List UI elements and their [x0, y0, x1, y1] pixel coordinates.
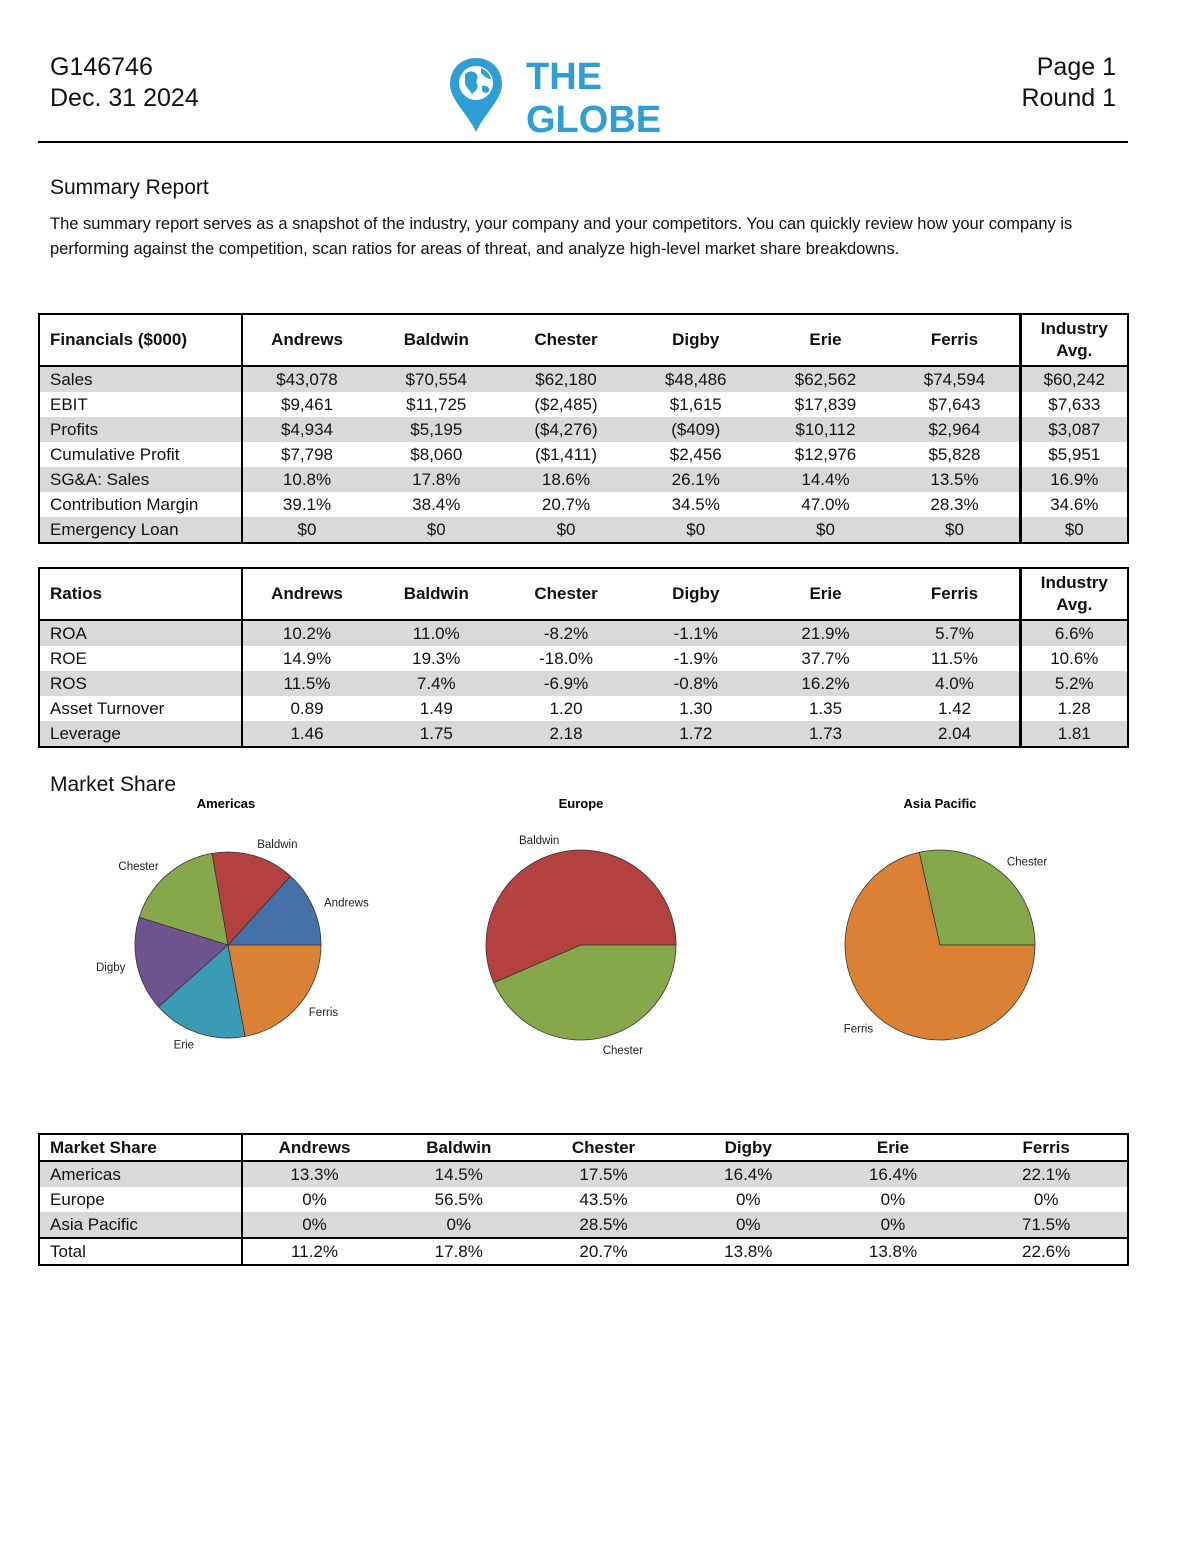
pie-label-andrews: Andrews [324, 897, 369, 910]
table-cell: $0 [501, 517, 631, 543]
col-andrews: Andrews [278, 1138, 351, 1157]
table-cell: $0 [890, 517, 1020, 543]
col-chester: Chester [534, 584, 598, 603]
table-row [39, 696, 1128, 721]
row-label: EBIT [39, 392, 242, 417]
table-cell: 11.5% [931, 649, 978, 668]
table-cell: 4.0% [890, 671, 1020, 696]
table-cell: 18.6% [501, 467, 631, 492]
table-cell: 16.2% [761, 671, 891, 696]
table-cell: $70,554 [371, 366, 501, 392]
col-ferris: Ferris [930, 330, 979, 349]
table-cell: $62,562 [761, 366, 891, 392]
table-cell: $48,486 [631, 366, 761, 392]
summary-text: The summary report serves as a snapshot of the industry, your company and your competitors. You can quickly review how your company is performing against the competition, scan ratios for areas of threat, and analyze high-level market share breakdowns. [50, 215, 1073, 258]
report-header-right [1021, 52, 1116, 114]
table-cell: $60,242 [1020, 366, 1128, 392]
pie-label-ferris: Ferris [843, 1023, 874, 1036]
logo-line2: GLOBE [526, 99, 662, 136]
table-cell: 0% [880, 1190, 906, 1209]
col-digby: Digby [724, 1138, 772, 1157]
col-andrews: Andrews [271, 330, 343, 349]
table-row [39, 620, 1128, 646]
table-cell: 10.8% [242, 467, 372, 492]
table-row [39, 671, 1128, 696]
table-cell: 34.6% [1020, 492, 1128, 517]
table-cell: $11,725 [406, 395, 467, 414]
table-cell: $7,643 [928, 395, 981, 414]
table-row [39, 721, 1128, 747]
table-cell: 34.5% [671, 495, 720, 514]
table-cell: 1.72 [631, 721, 761, 747]
table-cell: $0 [1020, 517, 1128, 543]
table-cell: 1.75 [371, 721, 501, 747]
row-label: Asset Turnover [39, 696, 242, 721]
table-cell: 20.7% [579, 1242, 628, 1261]
table-cell: 14.5% [386, 1161, 531, 1187]
table-cell: $17,839 [794, 395, 857, 414]
table-cell: 5.7% [890, 620, 1020, 646]
table-row [39, 492, 1128, 517]
table-row [39, 1187, 1128, 1212]
col-ferris: Ferris [930, 584, 979, 603]
table-cell: 1.35 [808, 699, 843, 718]
col-erie: Erie [876, 1138, 910, 1157]
row-label: Leverage [39, 721, 242, 747]
table-cell: 1.42 [937, 699, 972, 718]
financials-body [39, 366, 1128, 543]
pie-title: Americas [196, 796, 256, 811]
table-cell: $4,934 [242, 417, 372, 442]
table-cell: 17.8% [371, 467, 501, 492]
table-cell: 16.4% [676, 1161, 821, 1187]
ratios-table [38, 567, 1129, 748]
row-label: Europe [39, 1187, 242, 1212]
col-digby: Digby [672, 330, 720, 349]
pie-label-erie: Erie [173, 1039, 195, 1052]
table-cell: 43.5% [579, 1190, 628, 1209]
report-date: Dec. 31 2024 [50, 84, 199, 112]
table-cell: 5.2% [1020, 671, 1128, 696]
table-cell: 13.8% [724, 1242, 773, 1261]
table-row [39, 1161, 1128, 1187]
table-row [39, 442, 1128, 467]
table-cell: $3,087 [1020, 417, 1128, 442]
col-baldwin: Baldwin [403, 584, 469, 603]
summary-title: Summary Report [50, 176, 209, 199]
table-cell: 16.4% [821, 1161, 966, 1187]
europe-pie-chart [435, 795, 735, 1060]
financials-header-label: Financials ($000) [39, 314, 242, 366]
table-cell: 6.6% [1020, 620, 1128, 646]
row-label: Emergency Loan [39, 517, 242, 543]
market-share-body [39, 1161, 1128, 1265]
table-cell: ($409) [631, 417, 761, 442]
row-label: Americas [39, 1161, 242, 1187]
globe-logo [448, 56, 708, 136]
table-cell: 2.04 [890, 721, 1020, 747]
table-cell: $12,976 [794, 445, 857, 464]
table-cell: 0% [735, 1190, 761, 1209]
pie-title: Europe [558, 796, 604, 811]
table-cell: 56.5% [434, 1190, 483, 1209]
table-cell: 1.49 [419, 699, 453, 718]
financials-table [38, 313, 1129, 544]
pie-label-ferris: Ferris [308, 1007, 339, 1020]
col-chester: Chester [571, 1138, 636, 1157]
table-cell: $0 [242, 517, 372, 543]
table-cell: 22.6% [1022, 1242, 1071, 1261]
table-cell: 26.1% [631, 467, 761, 492]
col-erie: Erie [809, 330, 842, 349]
pie-label-chester: Chester [602, 1044, 643, 1057]
table-cell: 38.4% [412, 495, 461, 514]
row-label: Cumulative Profit [39, 442, 242, 467]
table-cell: 22.1% [965, 1161, 1128, 1187]
table-cell: 10.2% [242, 620, 372, 646]
pie-title: Asia Pacific [903, 796, 977, 811]
table-cell: $5,828 [928, 445, 981, 464]
americas-pie-chart [80, 795, 380, 1060]
table-cell: $0 [631, 517, 761, 543]
col-baldwin: Baldwin [426, 1138, 492, 1157]
table-cell: 0% [1033, 1190, 1059, 1209]
table-cell: 0.89 [290, 699, 324, 718]
col-andrews: Andrews [271, 584, 343, 603]
table-row [39, 366, 1128, 392]
table-cell: 11.5% [242, 671, 372, 696]
table-row [39, 467, 1128, 492]
table-cell: $43,078 [242, 366, 372, 392]
pie-label-chester: Chester [1006, 856, 1048, 869]
table-row [39, 1212, 1128, 1238]
table-cell: $0 [761, 517, 891, 543]
table-cell: 1.81 [1020, 721, 1128, 747]
table-cell: -8.2% [501, 620, 631, 646]
table-cell: 11.2% [291, 1242, 338, 1261]
pie-label-baldwin: Baldwin [257, 839, 298, 852]
table-cell: 47.0% [801, 495, 850, 514]
col-baldwin: Baldwin [403, 330, 469, 349]
table-cell: 0% [302, 1190, 327, 1209]
table-cell: -18.0% [539, 649, 593, 668]
table-cell: 0% [676, 1212, 821, 1238]
table-cell: 37.7% [801, 649, 850, 668]
table-cell: $9,461 [281, 395, 334, 414]
table-cell: $10,112 [761, 417, 891, 442]
page-number: Page 1 [1036, 53, 1116, 81]
table-row [39, 1238, 1128, 1265]
table-cell: 20.7% [541, 495, 591, 514]
header-divider [38, 141, 1128, 143]
table-cell: 1.28 [1020, 696, 1128, 721]
table-cell: 16.9% [1020, 467, 1128, 492]
table-cell: 28.3% [930, 495, 979, 514]
table-cell: ($1,411) [534, 445, 598, 464]
col-industry-avg: Industry Avg. [1020, 314, 1128, 366]
round-number: Round 1 [1021, 84, 1116, 112]
table-cell: 19.3% [412, 649, 461, 668]
table-cell: 10.6% [1020, 646, 1128, 671]
table-cell: $2,964 [890, 417, 1020, 442]
table-cell: 11.0% [371, 620, 501, 646]
table-cell: -0.8% [631, 671, 761, 696]
table-cell: 17.5% [531, 1161, 676, 1187]
pie-label-chester: Chester [118, 861, 159, 874]
pie-label-digby: Digby [95, 962, 126, 975]
ms-header-label: Market Share [39, 1134, 242, 1161]
table-cell: $7,633 [1020, 392, 1128, 417]
table-cell: 0% [386, 1212, 531, 1238]
table-cell: 13.3% [242, 1161, 387, 1187]
market-share-table [38, 1133, 1129, 1266]
table-cell: 21.9% [761, 620, 891, 646]
table-cell: 13.8% [868, 1242, 918, 1261]
row-label: Asia Pacific [39, 1212, 242, 1238]
globe-pin-icon [450, 58, 502, 132]
table-cell: 1.46 [242, 721, 372, 747]
table-cell: 14.9% [282, 649, 332, 668]
table-cell: -1.1% [631, 620, 761, 646]
table-cell: 0% [242, 1212, 387, 1238]
table-cell: $8,060 [410, 445, 463, 464]
row-label: SG&A: Sales [39, 467, 242, 492]
table-row [39, 646, 1128, 671]
row-label: Profits [39, 417, 242, 442]
table-cell: 28.5% [531, 1212, 676, 1238]
logo-line1: THE [526, 56, 602, 98]
table-cell: 2.18 [501, 721, 631, 747]
market-share-header-row [39, 1134, 1128, 1161]
table-cell: 14.4% [761, 467, 891, 492]
table-cell: -1.9% [673, 649, 718, 668]
table-cell: 1.30 [679, 699, 713, 718]
table-cell: ($2,485) [534, 395, 598, 414]
col-chester: Chester [534, 330, 598, 349]
table-cell: 13.5% [890, 467, 1020, 492]
financials-header-row [39, 314, 1128, 366]
table-cell: 71.5% [965, 1212, 1128, 1238]
table-cell: ($4,276) [501, 417, 631, 442]
row-label: ROS [39, 671, 242, 696]
table-row [39, 517, 1128, 543]
ratios-header-label: Ratios [39, 568, 242, 620]
table-cell: $5,951 [1020, 442, 1128, 467]
table-cell: 17.8% [434, 1242, 483, 1261]
ratios-body [39, 620, 1128, 747]
table-cell: $74,594 [890, 366, 1020, 392]
asia-pacific-pie-chart [790, 795, 1090, 1060]
table-cell: 1.73 [761, 721, 891, 747]
table-cell: 1.20 [549, 699, 583, 718]
table-row [39, 392, 1128, 417]
table-cell: $2,456 [669, 445, 722, 464]
col-ferris: Ferris [1022, 1138, 1070, 1157]
table-cell: $1,615 [669, 395, 722, 414]
col-industry-avg: Industry Avg. [1020, 568, 1128, 620]
table-cell: $62,180 [501, 366, 631, 392]
row-label: Sales [39, 366, 242, 392]
row-label: Total [39, 1238, 242, 1265]
table-cell: 39.1% [282, 495, 332, 514]
table-cell: $7,798 [281, 445, 334, 464]
row-label: ROA [39, 620, 242, 646]
row-label: ROE [39, 646, 242, 671]
col-erie: Erie [809, 584, 842, 603]
pie-label-baldwin: Baldwin [519, 835, 560, 848]
table-cell: $0 [371, 517, 501, 543]
col-digby: Digby [672, 584, 720, 603]
report-header-left [50, 52, 199, 114]
table-row [39, 417, 1128, 442]
market-share-title: Market Share [50, 773, 177, 796]
table-cell: -6.9% [501, 671, 631, 696]
table-cell: $5,195 [371, 417, 501, 442]
report-id: G146746 [50, 53, 153, 81]
ratios-header-row [39, 568, 1128, 620]
table-cell: 7.4% [371, 671, 501, 696]
row-label: Contribution Margin [39, 492, 242, 517]
table-cell: 0% [821, 1212, 966, 1238]
